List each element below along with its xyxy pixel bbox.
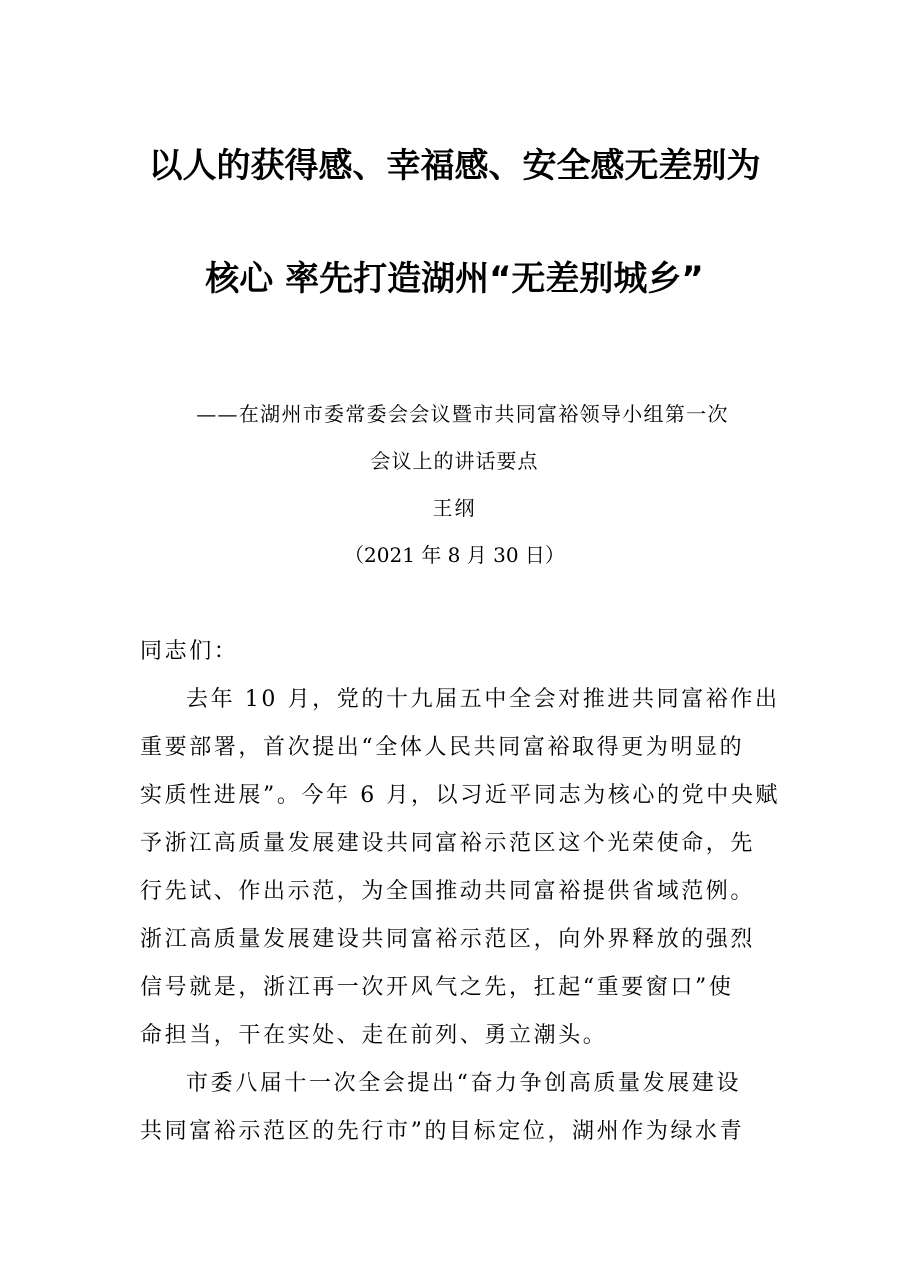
author: 王纲 bbox=[432, 496, 477, 520]
body-line: 去年 10 月，党的十九届五中全会对推进共同富裕作出 bbox=[186, 687, 780, 712]
title-line-2: 核心 率先打造湖州“无差别城乡” bbox=[205, 259, 704, 299]
body-line: 浙江高质量发展建设共同富裕示范区，向外界释放的强烈 bbox=[140, 927, 756, 952]
body-line: 命担当，干在实处、走在前列、勇立潮头。 bbox=[140, 1023, 608, 1048]
body-line: 市委八届十一次全会提出“奋力争创高质量发展建设 bbox=[186, 1071, 742, 1096]
body-line: 重要部署，首次提出“全体人民共同富裕取得更为明显的 bbox=[140, 735, 745, 760]
date: （2021 年 8 月 30 日） bbox=[344, 543, 565, 567]
body-line: 共同富裕示范区的先行市”的目标定位，湖州作为绿水青 bbox=[140, 1119, 745, 1144]
body-line: 实质性进展”。今年 6 月，以习近平同志为核心的党中央赋 bbox=[140, 783, 781, 808]
body-line: 予浙江高质量发展建设共同富裕示范区这个光荣使命，先 bbox=[140, 831, 756, 856]
body-line: 行先试、作出示范，为全国推动共同富裕提供省域范例。 bbox=[140, 879, 756, 904]
title-line-1: 以人的获得感、幸福感、安全感无差别为 bbox=[148, 146, 761, 186]
salutation: 同志们： bbox=[140, 639, 239, 664]
subtitle-line-1: ——在湖州市委常委会会议暨市共同富裕领导小组第一次 bbox=[196, 402, 729, 426]
body-line: 信号就是，浙江再一次开风气之先，扛起“重要窗口”使 bbox=[140, 975, 734, 1000]
subtitle-line-2: 会议上的讲话要点 bbox=[370, 449, 539, 473]
